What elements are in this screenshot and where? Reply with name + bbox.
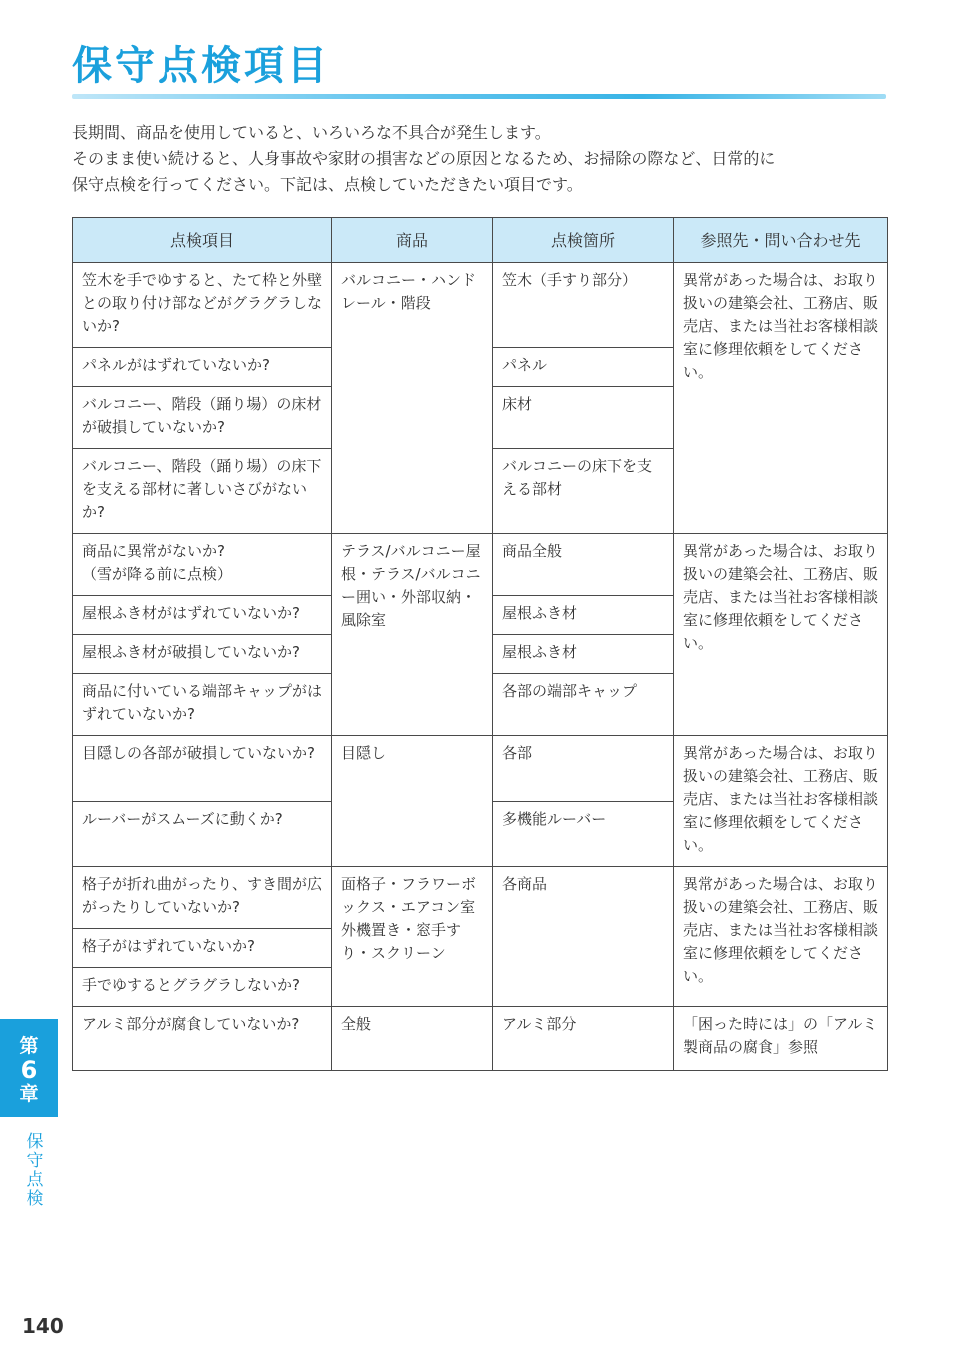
inspection-item: 商品に異常がないか? （雪が降る前に点検）	[73, 534, 332, 596]
inspection-item: 商品に付いている端部キャップがはずれていないか?	[73, 674, 332, 736]
location-cell: 多機能ルーバー	[493, 801, 674, 867]
header-product: 商品	[332, 218, 493, 263]
header-inspection-item: 点検項目	[73, 218, 332, 263]
location-cell: 笠木（手すり部分）	[493, 263, 674, 348]
chapter-suffix: 章	[19, 1083, 39, 1105]
contact-cell: 異常があった場合は、お取り扱いの建築会社、工務店、販売店、または当社お客様相談室に修理依頼をしてください。	[674, 534, 888, 736]
contact-cell: 異常があった場合は、お取り扱いの建築会社、工務店、販売店、または当社お客様相談室に修理依頼をしてください。	[674, 867, 888, 1007]
product-cell: 全般	[332, 1007, 493, 1071]
location-cell: パネル	[493, 348, 674, 387]
inspection-item: 目隠しの各部が破損していないか?	[73, 736, 332, 802]
chapter-prefix: 第	[19, 1035, 39, 1057]
inspection-item: 格子が折れ曲がったり、すき間が広がったりしていないか?	[73, 867, 332, 929]
location-cell: バルコニーの床下を支える部材	[493, 449, 674, 534]
table-row	[73, 736, 888, 802]
inspection-item: ルーバーがスムーズに動くか?	[73, 801, 332, 867]
intro-text	[72, 120, 902, 198]
intro-line: そのまま使い続けると、人身事故や家財の損害などの原因となるため、お掃除の際など、日常的に	[72, 149, 776, 168]
section-label: 保守点検	[26, 1132, 44, 1209]
location-cell: 商品全般	[493, 534, 674, 596]
contact-cell: 「困った時には」の「アルミ製商品の腐食」参照	[674, 1007, 888, 1071]
chapter-number: 6	[20, 1056, 38, 1084]
product-cell: 面格子・フラワーボックス・エアコン室外機置き・窓手すり・スクリーン	[332, 867, 493, 1007]
table-header-row	[73, 218, 888, 263]
inspection-item: 屋根ふき材が破損していないか?	[73, 635, 332, 674]
inspection-item: バルコニー、階段（踊り場）の床下を支える部材に著しいさびがないか?	[73, 449, 332, 534]
inspection-item: パネルがはずれていないか?	[73, 348, 332, 387]
chapter-tab	[0, 1019, 58, 1117]
title-underline	[72, 94, 886, 99]
inspection-item: 格子がはずれていないか?	[73, 929, 332, 968]
inspection-table	[72, 217, 888, 1071]
header-contact: 参照先・問い合わせ先	[674, 218, 888, 263]
header-location: 点検箇所	[493, 218, 674, 263]
table-row	[73, 1007, 888, 1071]
page-title: 保守点検項目	[72, 43, 330, 89]
intro-line: 長期間、商品を使用していると、いろいろな不具合が発生します。	[72, 123, 551, 142]
table-row	[73, 263, 888, 348]
contact-cell: 異常があった場合は、お取り扱いの建築会社、工務店、販売店、または当社お客様相談室に修理依頼をしてください。	[674, 736, 888, 867]
inspection-item: アルミ部分が腐食していないか?	[73, 1007, 332, 1071]
location-cell: 各商品	[493, 867, 674, 1007]
inspection-item: 屋根ふき材がはずれていないか?	[73, 596, 332, 635]
location-cell: アルミ部分	[493, 1007, 674, 1071]
location-cell: 屋根ふき材	[493, 635, 674, 674]
product-cell: 目隠し	[332, 736, 493, 867]
product-cell: バルコニー・ハンドレール・階段	[332, 263, 493, 534]
contact-cell: 異常があった場合は、お取り扱いの建築会社、工務店、販売店、または当社お客様相談室に修理依頼をしてください。	[674, 263, 888, 534]
table-row	[73, 534, 888, 596]
page-number: 140	[22, 1314, 64, 1338]
inspection-item: 手でゆするとグラグラしないか?	[73, 968, 332, 1007]
inspection-item: バルコニー、階段（踊り場）の床材が破損していないか?	[73, 387, 332, 449]
inspection-item: 笠木を手でゆすると、たて枠と外壁との取り付け部などがグラグラしないか?	[73, 263, 332, 348]
location-cell: 床材	[493, 387, 674, 449]
location-cell: 各部の端部キャップ	[493, 674, 674, 736]
table-row	[73, 867, 888, 929]
location-cell: 屋根ふき材	[493, 596, 674, 635]
product-cell: テラス/バルコニー屋根・テラス/バルコニー囲い・外部収納・風除室	[332, 534, 493, 736]
intro-line: 保守点検を行ってください。下記は、点検していただきたい項目です。	[72, 175, 583, 194]
location-cell: 各部	[493, 736, 674, 802]
